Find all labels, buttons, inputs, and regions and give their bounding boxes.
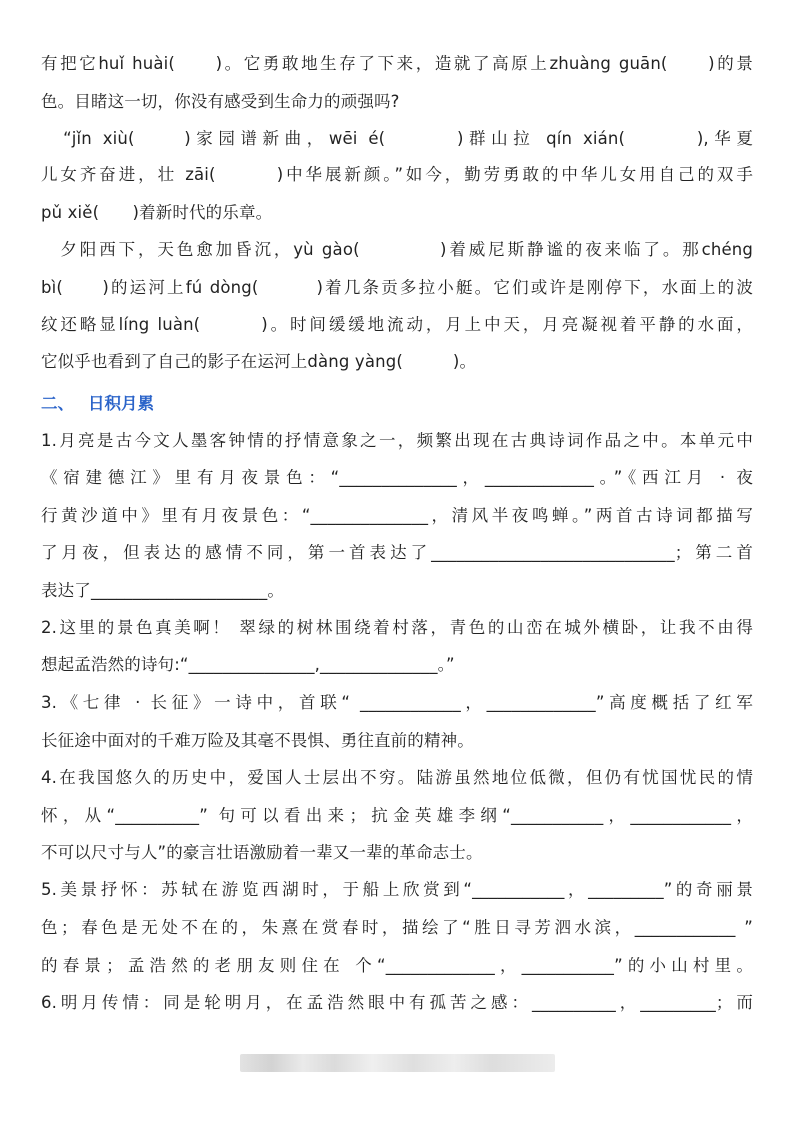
passage-line-1: 有把它huǐ huài( )。它勇敢地生存了下来，造就了高原上zhuàng guān( )的景 bbox=[41, 54, 753, 73]
passage-line-9: 它似乎也看到了自己的影子在运河上dàng yàng( )。 bbox=[41, 352, 477, 371]
question-line-5: 表达了_____________________。 bbox=[41, 581, 284, 600]
passage-line-7: bì( )的运河上fú dòng( )着几条贡多拉小艇。它们或许是刚停下，水面上的波 bbox=[41, 278, 753, 297]
question-line-9: 长征途中面对的千难万险及其毫不畏惧、勇往直前的精神。 bbox=[41, 731, 474, 750]
passage-line-6: 夕阳西下，天色愈加昏沉，yù gào( )着威尼斯静谧的夜来临了。那chéng bbox=[41, 240, 753, 259]
section-heading bbox=[41, 392, 154, 416]
passage-line-4: 儿女齐奋进，壮 zāi( )中华展新颜。”如今，勤劳勇敢的中华儿女用自己的双手 bbox=[41, 165, 753, 184]
question-line-11: 怀，从“__________” 句可以看出来；抗金英雄李纲“___________，____________， bbox=[41, 806, 753, 825]
question-line-8: 3.《七律 · 长征》一诗中，首联“ ____________，_____________”高度概括了红军 bbox=[41, 693, 753, 712]
question-line-14: 色；春色是无处不在的，朱熹在赏春时，描绘了“胜日寻芳泗水滨，____________ ” bbox=[41, 918, 753, 937]
question-line-6: 2.这里的景色真美啊！ 翠绿的树林围绕着村落，青色的山峦在城外横卧，让我不由得 bbox=[41, 618, 753, 637]
passage-line-3: “jǐn xiù( )家园谱新曲，wēi é( )群山拉 qín xián( ),华夏 bbox=[41, 129, 753, 148]
question-line-7: 想起孟浩然的诗句:“_______________,______________。” bbox=[41, 655, 455, 674]
question-line-16: 6.明月传情：同是轮明月，在孟浩然眼中有孤苦之感：__________，_________；而 bbox=[41, 993, 753, 1012]
question-line-12: 不可以尺寸与人”的豪言壮语激励着一辈又一辈的革命志士。 bbox=[41, 843, 483, 862]
question-line-1: 1.月亮是古今文人墨客钟情的抒情意象之一，频繁出现在古典诗词作品之中。本单元中 bbox=[41, 431, 753, 450]
question-line-4: 了月夜，但表达的感情不同，第一首表达了_____________________________；第二首 bbox=[41, 543, 753, 562]
section-number: 二、 bbox=[41, 394, 74, 413]
blurred-footer-watermark bbox=[240, 1054, 555, 1072]
question-line-3: 行黄沙道中》里有月夜景色：“______________，清风半夜鸣蝉。”两首古诗词都描写 bbox=[41, 506, 753, 525]
question-line-2: 《宿建德江》里有月夜景色：“______________，_____________。”《西江月 · 夜 bbox=[41, 468, 753, 487]
section-title: 日积月累 bbox=[88, 394, 154, 413]
question-line-13: 5.美景抒怀：苏轼在游览西湖时，于船上欣赏到“___________，_________”的奇丽景 bbox=[41, 880, 753, 899]
passage-line-8: 纹还略显líng luàn( )。时间缓缓地流动，月上中天，月亮凝视着平静的水面， bbox=[41, 315, 753, 334]
question-line-10: 4.在我国悠久的历史中，爱国人士层出不穷。陆游虽然地位低微，但仍有忧国忧民的情 bbox=[41, 768, 753, 787]
passage-line-5: pǔ xiě( )着新时代的乐章。 bbox=[41, 203, 273, 222]
question-line-15: 的春景；孟浩然的老朋友则住在 个“_____________，___________”的小山村里。 bbox=[41, 956, 753, 975]
passage-line-2: 色。目睹这一切，你没有感受到生命力的顽强吗? bbox=[41, 92, 400, 111]
